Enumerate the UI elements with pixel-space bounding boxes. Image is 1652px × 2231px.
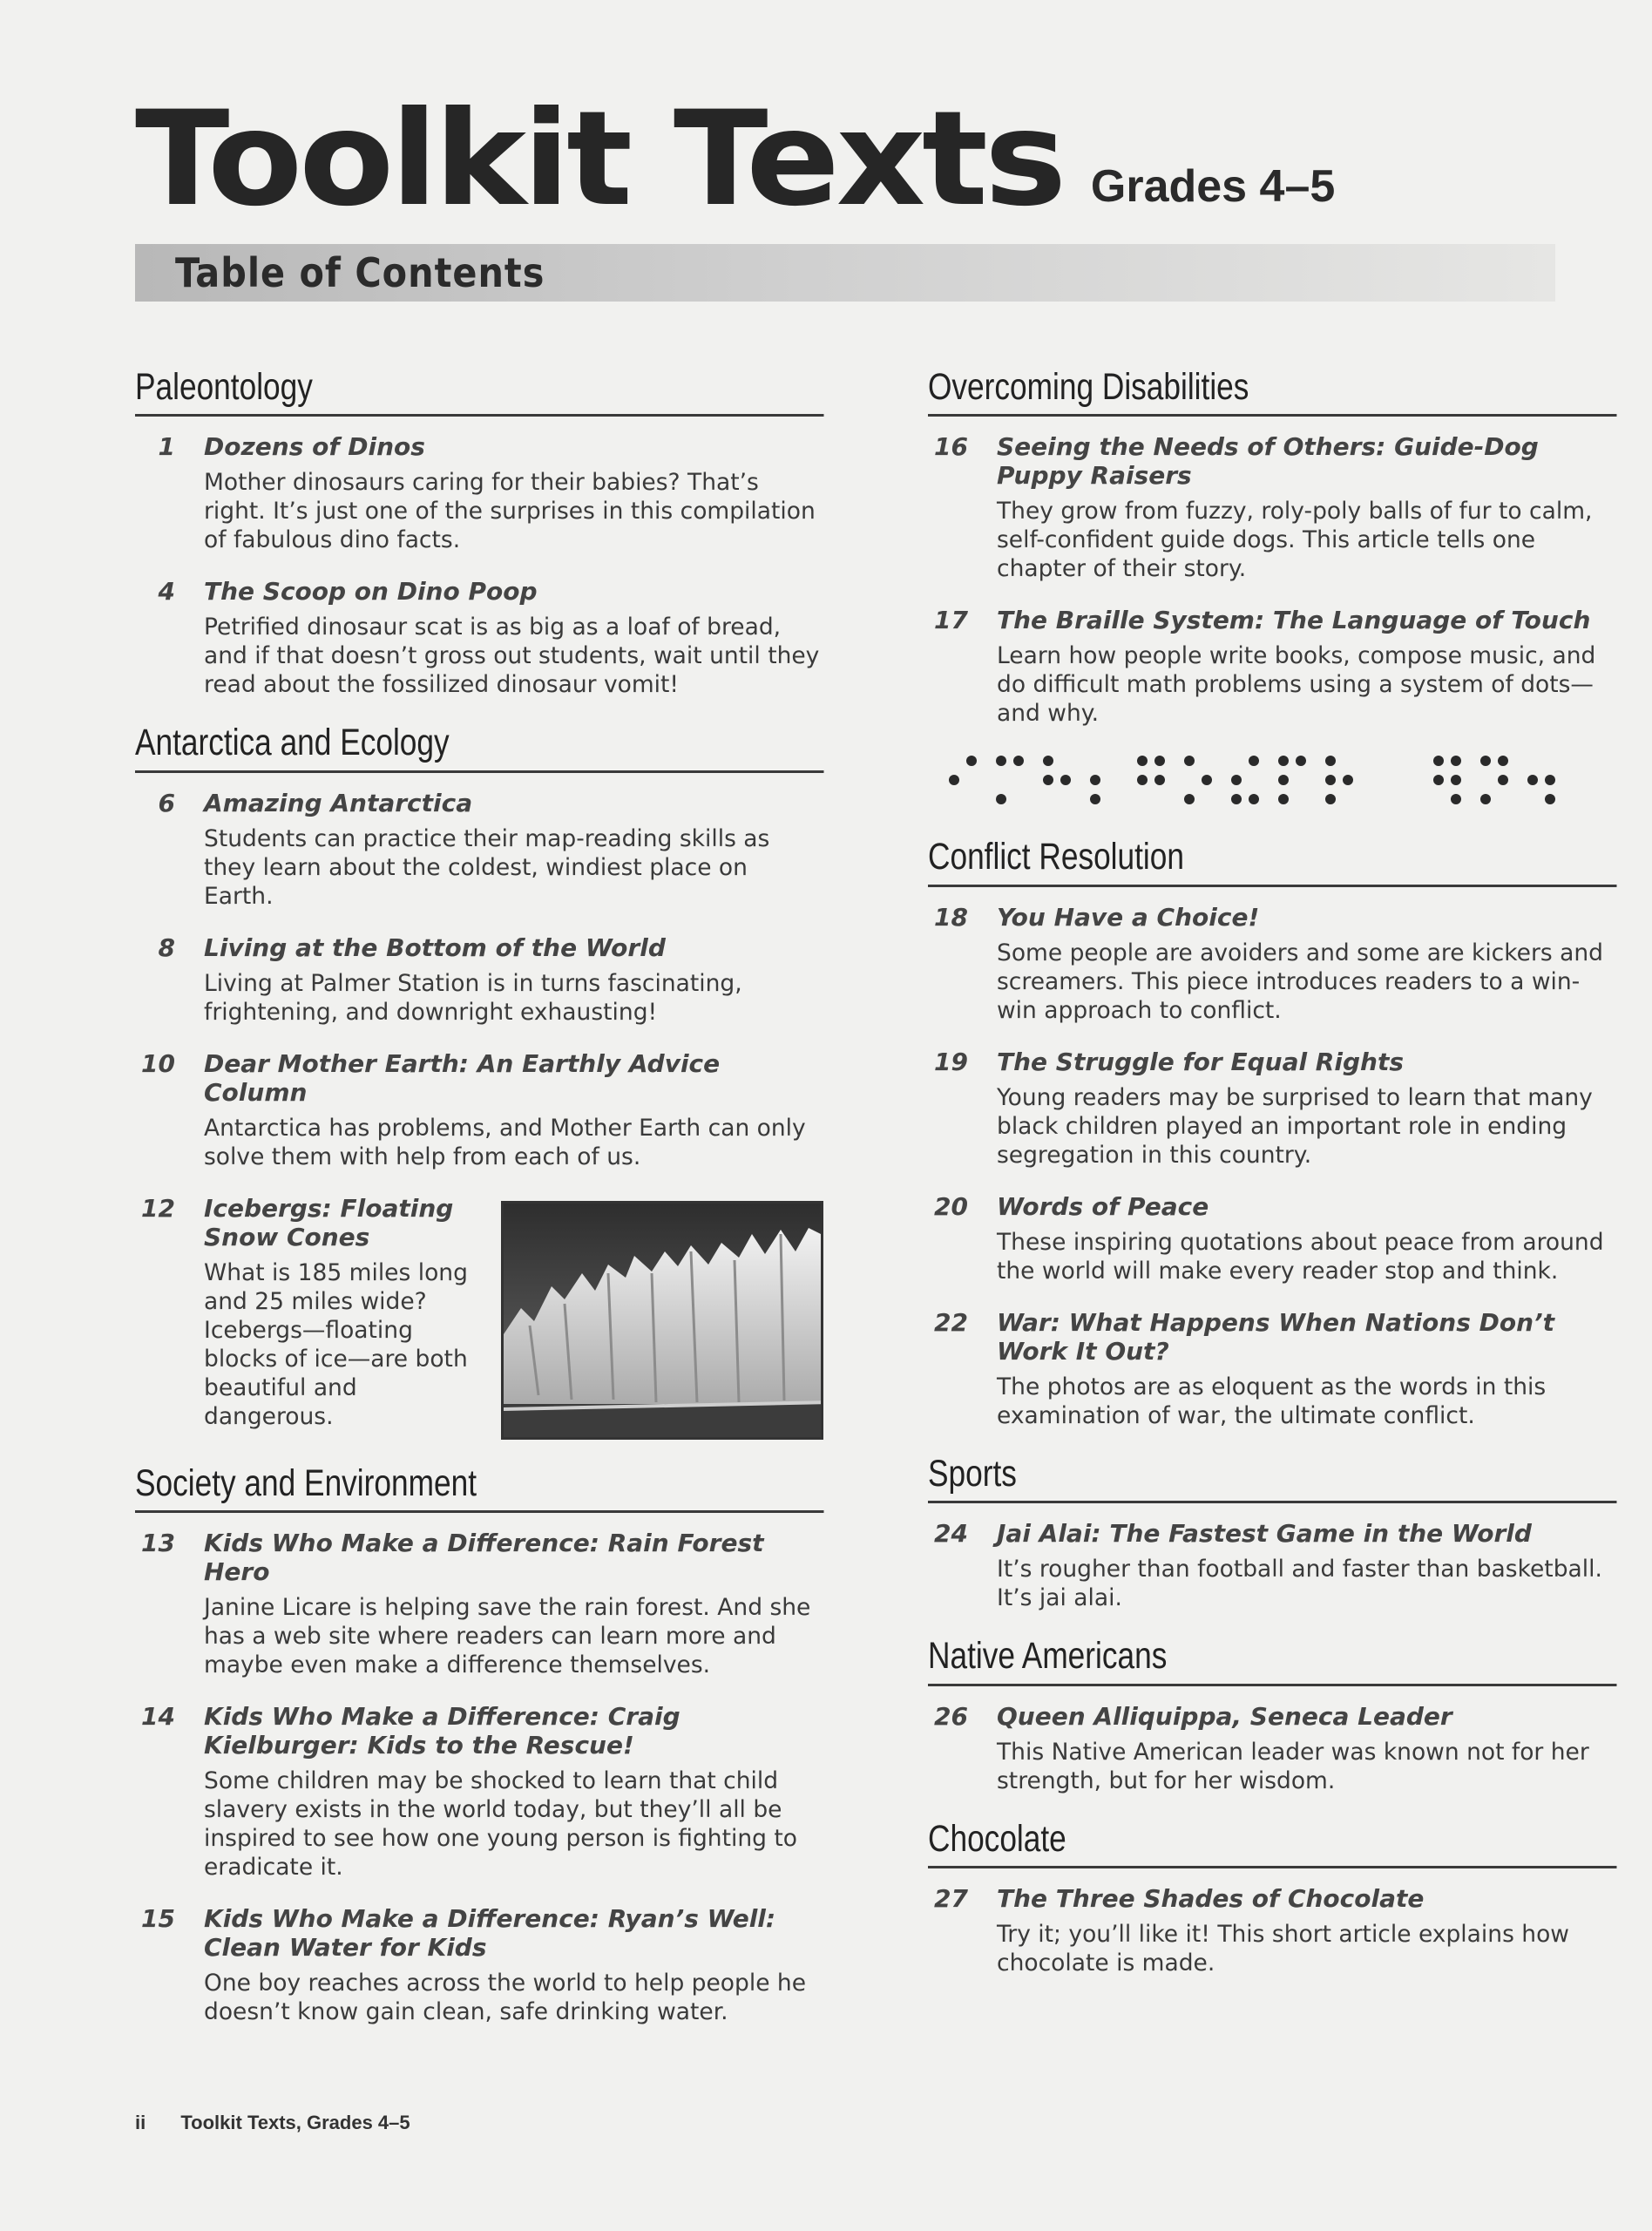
footer-text: Toolkit Texts, Grades 4–5: [180, 2112, 410, 2133]
toc-entry: [928, 1519, 1616, 1612]
entry-page-number: 22: [934, 1307, 968, 1337]
braille-icon: [928, 750, 1590, 820]
entry-page-number: 24: [934, 1519, 968, 1549]
braille-dot: [1480, 756, 1491, 766]
left-column: [135, 366, 823, 2049]
toc-entry: [135, 789, 823, 911]
toc-entry: [928, 1884, 1616, 1977]
braille-dot: [1278, 775, 1289, 785]
braille-dot: [1433, 775, 1444, 785]
entry-page-number: 14: [141, 1702, 175, 1732]
entry-title: Jai Alai: The Fastest Game in the World: [997, 1519, 1532, 1549]
entry-description: Antarctica has problems, and Mother Earth can only solve them with help from each of us.: [204, 1114, 806, 1170]
entry-description: It’s rougher than football and faster than basketball. It’s jai alai.: [997, 1556, 1602, 1612]
entry-title: Words of Peace: [997, 1191, 1209, 1221]
entry-title: Seeing the Needs of Others: Guide-Dog Puppy Raisers: [997, 432, 1539, 491]
braille-dot: [1060, 775, 1071, 785]
entry-description: Janine Licare is helping save the rain forest. And she has a web site where readers can learn more and maybe even make a difference themselves.: [204, 1594, 811, 1679]
toc-entry-iceberg: [135, 1194, 823, 1440]
braille-dot: [1154, 775, 1165, 785]
entry-page-number: 27: [934, 1884, 968, 1914]
braille-dot: [1202, 775, 1212, 785]
section-title: Overcoming Disabilities: [928, 366, 1616, 417]
entry-page-number: 4: [158, 577, 175, 607]
toc-entry: [928, 1048, 1616, 1170]
entry-page-number: 20: [934, 1191, 968, 1221]
braille-dot: [1231, 775, 1242, 785]
braille-dot: [1527, 775, 1538, 785]
braille-dot: [1545, 775, 1555, 785]
braille-dot: [1343, 775, 1353, 785]
braille-dot: [1278, 756, 1289, 766]
page-footer: [135, 2112, 410, 2134]
braille-dot: [1325, 775, 1336, 785]
entry-description: These inspiring quotations about peace from around the world will make every reader stop and think.: [997, 1228, 1604, 1285]
toc-entry: [135, 1702, 823, 1882]
entry-title: Kids Who Make a Difference: Ryan’s Well: Clean Water for Kids: [204, 1904, 776, 1963]
entry-description: Living at Palmer Station is in turns fascinating, frightening, and downright exhausting!: [204, 969, 742, 1026]
entry-title: Amazing Antarctica: [204, 788, 473, 817]
braille-dot: [1296, 756, 1306, 766]
braille-dot: [1451, 794, 1461, 804]
entry-page-number: 8: [158, 932, 175, 962]
section-native-americans: [928, 1635, 1616, 1794]
section-title: Society and Environment: [135, 1462, 823, 1513]
toc-entry: [135, 432, 823, 554]
toc-entry: [928, 1308, 1616, 1430]
toc-entry: [928, 432, 1616, 583]
section-title: Paleontology: [135, 366, 823, 417]
entry-page-number: 6: [158, 788, 175, 817]
entry-page-number: 10: [141, 1048, 175, 1078]
entry-page-number: 16: [934, 432, 968, 462]
section-title: Native Americans: [928, 1635, 1616, 1685]
braille-dot: [1498, 756, 1508, 766]
braille-dot: [1433, 756, 1444, 766]
page-header: [135, 84, 1336, 235]
entry-page-number: 13: [141, 1529, 175, 1558]
iceberg-image: [504, 1204, 823, 1437]
entry-title: Queen Alliquippa, Seneca Leader: [997, 1701, 1452, 1731]
toc-entry: [928, 1192, 1616, 1285]
toc-entry: [135, 933, 823, 1027]
entry-description: Learn how people write books, compose music, and do difficult math problems using a system of dots—and why.: [997, 642, 1596, 728]
entry-title: Dozens of Dinos: [204, 432, 425, 462]
toc-entry: [135, 577, 823, 699]
braille-dot: [1451, 775, 1461, 785]
braille-dot: [1249, 756, 1259, 766]
entry-description: Mother dinosaurs caring for their babies? That’s right. It’s just one of the surprises in this compilation of fabulous dino facts.: [204, 469, 816, 554]
entry-description: Some children may be shocked to learn that child slavery exists in the world today, but they’ll all be inspired to see how one young person is fighting to eradicate it.: [204, 1767, 798, 1882]
page-title: Toolkit Texts: [135, 84, 1064, 235]
entry-title: The Braille System: The Language of Touch: [997, 606, 1591, 635]
entry-description: Students can practice their map-reading skills as they learn about the coldest, windiest place on Earth.: [204, 824, 770, 910]
section-conflict: [928, 836, 1616, 1429]
toc-entry: [135, 1049, 823, 1171]
entry-description: Try it; you’ll like it! This short article explains how chocolate is made.: [997, 1921, 1569, 1977]
entry-title: War: What Happens When Nations Don’t Work It Out?: [997, 1307, 1555, 1366]
section-title: Conflict Resolution: [928, 836, 1616, 886]
section-chocolate: [928, 1818, 1616, 1977]
braille-dot: [1325, 756, 1336, 766]
entry-title: The Scoop on Dino Poop: [204, 577, 538, 607]
entry-title: Kids Who Make a Difference: Rain Forest Hero: [204, 1529, 764, 1587]
braille-dot: [1231, 794, 1242, 804]
braille-dot: [1013, 756, 1024, 766]
braille-dot: [1043, 775, 1053, 785]
entry-description: Some people are avoiders and some are kickers and screamers. This piece introduces readers to a win-win approach to conflict.: [997, 939, 1603, 1024]
braille-dot: [1137, 775, 1148, 785]
right-column: [928, 366, 1616, 2000]
braille-dot: [1184, 794, 1195, 804]
braille-dot: [1498, 775, 1508, 785]
braille-dot: [949, 775, 959, 785]
entry-page-number: 19: [934, 1047, 968, 1076]
entry-page-number: 17: [934, 606, 968, 635]
grades-label: Grades 4–5: [1090, 161, 1336, 212]
entry-page-number: 1: [158, 432, 175, 462]
toc-entry: [135, 1529, 823, 1679]
braille-dot: [996, 794, 1006, 804]
entry-title: Kids Who Make a Difference: Craig Kielburger: Kids to the Rescue!: [204, 1702, 680, 1760]
braille-dot: [1278, 794, 1289, 804]
entry-page-number: 15: [141, 1904, 175, 1934]
entry-page-number: 12: [141, 1193, 175, 1223]
iceberg-photo: [501, 1201, 823, 1440]
braille-dots: [928, 750, 1616, 820]
entry-page-number: 26: [934, 1701, 968, 1731]
toc-entry: [928, 606, 1616, 728]
section-sports: [928, 1453, 1616, 1612]
entry-description: What is 185 miles long and 25 miles wide? Icebergs—floating blocks of ice—are both beautiful and dangerous.: [204, 1258, 468, 1430]
section-society: [135, 1462, 823, 2026]
entry-description: This Native American leader was known not for her strength, but for her wisdom.: [997, 1738, 1589, 1794]
braille-dot: [1137, 756, 1148, 766]
braille-dot: [1480, 794, 1491, 804]
section-title: Antarctica and Ecology: [135, 722, 823, 772]
entry-description: One boy reaches across the world to help people he doesn’t know gain clean, safe drinking water.: [204, 1970, 807, 2026]
braille-dot: [1154, 756, 1165, 766]
toc-entry: [928, 1702, 1616, 1795]
section-title: Chocolate: [928, 1818, 1616, 1868]
entry-description: Young readers may be surprised to learn that many black children played an important role in ending segregation in this country.: [997, 1083, 1593, 1169]
entry-page-number: 18: [934, 902, 968, 932]
section-title: Sports: [928, 1453, 1616, 1503]
toc-label: Table of Contents: [175, 249, 545, 296]
section-disabilities: [928, 366, 1616, 820]
entry-title: Living at the Bottom of the World: [204, 932, 666, 962]
entry-title: Icebergs: Floating Snow Cones: [204, 1193, 454, 1251]
entry-title: You Have a Choice!: [997, 902, 1260, 932]
footer-page-number: ii: [135, 2112, 146, 2133]
braille-dot: [1451, 756, 1461, 766]
section-paleontology: [135, 366, 823, 699]
toc-banner: [135, 244, 1555, 302]
toc-entry: [928, 903, 1616, 1025]
entry-title: The Three Shades of Chocolate: [997, 1884, 1425, 1914]
braille-dot: [1090, 794, 1100, 804]
entry-description: They grow from fuzzy, roly-poly balls of fur to calm, self-confident guide dogs. This article tells one chapter of their story.: [997, 498, 1593, 583]
section-antarctica: [135, 722, 823, 1439]
braille-dot: [1545, 794, 1555, 804]
braille-dot: [1249, 794, 1259, 804]
braille-dot: [966, 756, 977, 766]
braille-dot: [996, 756, 1006, 766]
braille-dot: [1043, 756, 1053, 766]
entry-title: Dear Mother Earth: An Earthly Advice Column: [204, 1048, 721, 1107]
iceberg-text: [204, 1194, 475, 1440]
entry-description: The photos are as eloquent as the words in this examination of war, the ultimate conflict.: [997, 1373, 1547, 1429]
entry-description: Petrified dinosaur scat is as big as a loaf of bread, and if that doesn’t gross out students, wait until they read about the fossilized dinosaur vomit!: [204, 614, 820, 699]
braille-dot: [1184, 756, 1195, 766]
toc-entry: [135, 1904, 823, 2026]
braille-dot: [1325, 794, 1336, 804]
entry-title: The Struggle for Equal Rights: [997, 1047, 1404, 1076]
braille-dot: [1090, 775, 1100, 785]
